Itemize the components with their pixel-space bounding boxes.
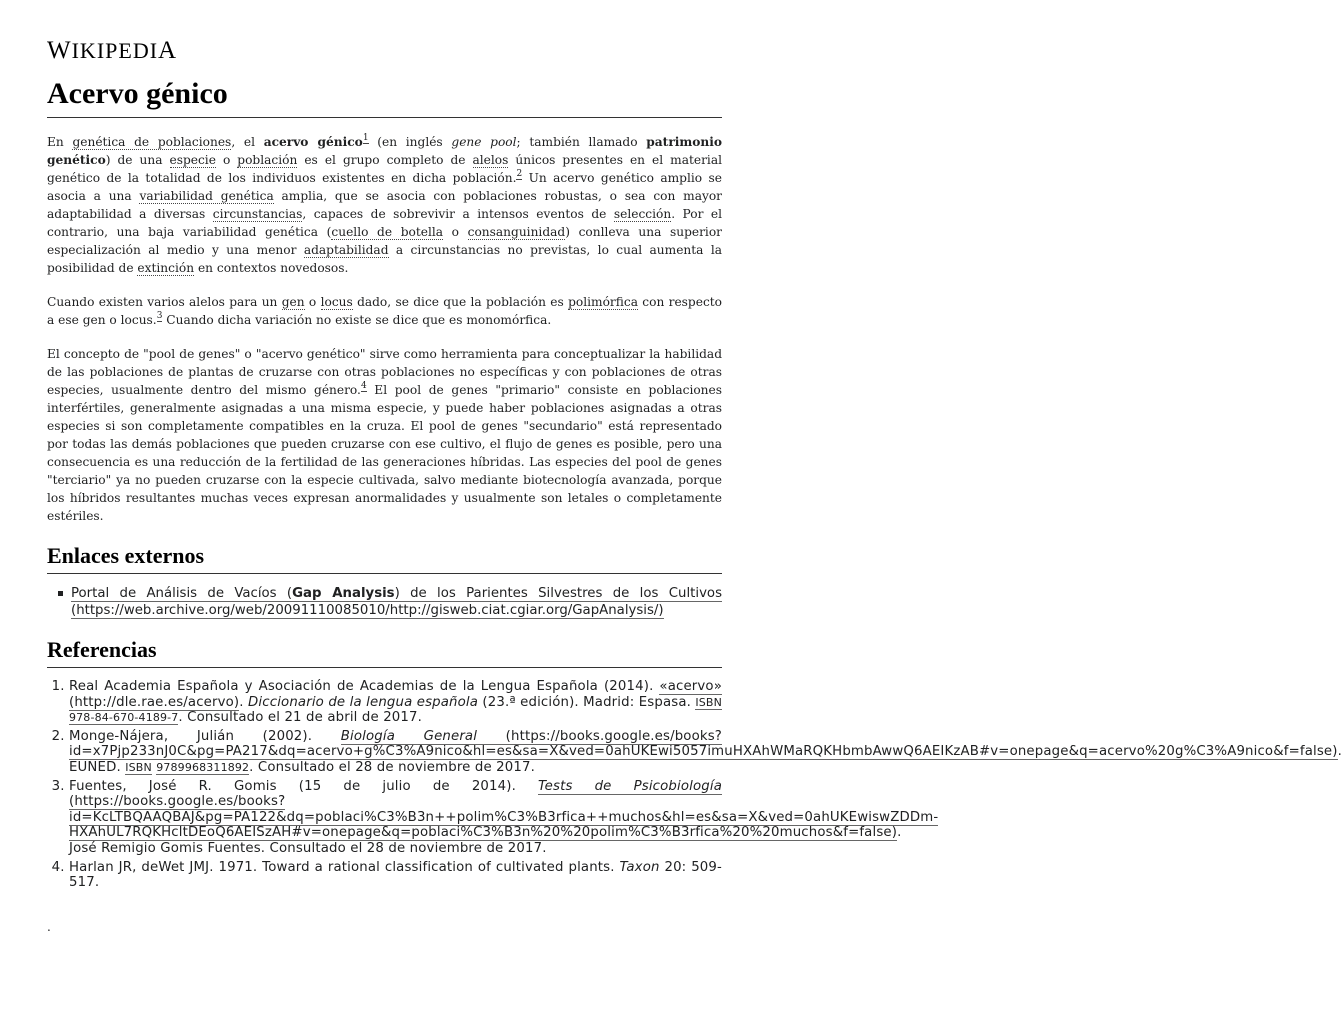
inline-link[interactable]: cuello de botella [331, 225, 444, 239]
inline-link[interactable]: adaptabilidad [303, 243, 389, 257]
bold-term: patrimonio genético [47, 135, 723, 167]
text-run: Real Academia Española y Asociación de Academias de la Lengua Española (2014). [69, 679, 660, 694]
external-link-item[interactable] [71, 585, 722, 619]
text-run: Fuentes, José R. Gomis (15 de julio de 2014). [69, 778, 539, 794]
text-run: (23.ª edición). Madrid: Espasa. [478, 694, 696, 710]
inline-link[interactable]: gen [281, 295, 305, 309]
page-title: Acervo génico [47, 76, 722, 118]
text-run: El pool de genes "primario" consiste en poblaciones interfértiles, generalmente asignadas a una misma especie, y puede haber poblaciones asignadas a otras especies si son completamente compatibles en la cruza. El pool de genes "secundario" está representado por todas las demás poblaciones que pueden cruzarse con ese cultivo, el flujo de genes es posible, pero una consecuencia es una reducción de la fertilidad de las generaciones híbridas. Las especies del pool de genes "terciario" ya no pueden cruzarse con la especie cultivada, salvo mediante biotecnología avanzada, porque los híbridos resultantes muchas veces expresan anormalidades y usualmente son letales o completamente estériles. [47, 383, 722, 523]
text-run: El concepto de "pool de genes" o "acervo genético" sirve como herramienta para conceptualizar la habilidad de las poblaciones de plantas de cruzarse con otras poblaciones no específicas y con poblaciones de otras especies, usualmente dentro del mismo género. [47, 347, 722, 397]
isbn-link[interactable]: ISBN [695, 695, 722, 709]
external-link[interactable]: (https://books.google.es/books?id=x7Pjp233nJ0C&pg=PA217&dq=acervo+g%C3%A9nico&hl=es&sa=X&ved=0ahUKEwi5057imuHXAhWMaRQKHbmbAwwQ6AEIKzAB#v=onepage&q=acervo%20g%C3%A9nico&f=false) [69, 728, 1338, 760]
external-link-bold[interactable]: Gap Analysis [292, 586, 395, 601]
external-links-list [47, 585, 722, 619]
citation-link[interactable]: 1 [362, 133, 369, 143]
text-run: ; también llamado [516, 135, 647, 149]
wikipedia-wordmark[interactable] [47, 38, 722, 64]
text-run: . Consultado el 28 de noviembre de 2017. [249, 759, 535, 775]
isbn-link[interactable]: 978-84-670-4189-7 [69, 711, 179, 725]
text-run: Un acervo genético amplio se asocia a una [47, 171, 722, 203]
reference-title-link[interactable]: Tests de Psicobiología [538, 778, 722, 794]
external-link[interactable]: Portal de Análisis de Vacíos ( [71, 586, 293, 601]
reference-item-3 [69, 778, 939, 857]
text-run: en contextos novedosos. [194, 261, 349, 275]
text-run: . Consultado el 21 de abril de 2017. [178, 710, 423, 726]
references-list [47, 679, 1342, 891]
wordmark-final: A [158, 37, 178, 64]
text-run: Cuando existen varios alelos para un [47, 295, 282, 309]
inline-link[interactable]: polimórfica [568, 295, 638, 309]
text-run: dado, se dice que la población es [352, 295, 569, 309]
isbn-link[interactable]: ISBN [125, 760, 152, 774]
external-link[interactable]: (https://books.google.es/books?id=KcLTBQAAQBAJ&pg=PA122&dq=poblaci%C3%B3n++polim%C3%B3rfica++muchos&hl=es&sa=X&ved=0ahUKEwiswZDDm-HXAhUL7RQKHcltDEoQ6AEISzAH#v=onepage&q=poblaci%C3%B3n%20%20polim%C3%B3rfica%20%20muchos&f=false) [69, 794, 939, 841]
external-link[interactable]: ) de los Parientes Silvestres de los Cultivos (https://web.archive.org/web/20091110085010/http://gisweb.ciat.cgiar.org/GapAnalysis/) [71, 586, 722, 618]
footer-mark: . [47, 920, 51, 934]
text-run: Cuando dicha variación no existe se dice que es monomórfica. [162, 313, 552, 327]
isbn-link[interactable]: 9789968311892 [156, 760, 250, 774]
citation-link[interactable]: 3 [156, 311, 163, 321]
text-run: únicos presentes en el material genético de la totalidad de los individuos existentes en dicha población. [47, 153, 722, 185]
citation-link[interactable]: 4 [360, 381, 367, 391]
inline-link[interactable]: alelos [472, 153, 509, 167]
text-run: . José Remigio Gomis Fuentes. Consultado el 28 de noviembre de 2017. [69, 825, 902, 856]
text-run: ) de una [105, 153, 170, 167]
text-run: a circunstancias no previstas, lo cual aumenta la posibilidad de [47, 243, 722, 275]
text-run: . Por el contrario, una baja variabilidad genética ( [47, 207, 723, 239]
text-run: Monge-Nájera, Julián (2002). [69, 728, 341, 744]
article-page [47, 37, 1342, 894]
reference-item-4 [69, 860, 722, 891]
text-run: En [47, 135, 73, 149]
text-run: ) conlleva una superior especialización al medio y una menor [47, 225, 722, 257]
reference-item-1 [69, 679, 722, 726]
reference-title-link[interactable]: Biología General [340, 728, 478, 744]
inline-link[interactable]: especie [169, 153, 216, 167]
paragraph-intro [47, 133, 722, 277]
text-run: o [215, 153, 238, 167]
section-heading-external-links: Enlaces externos [47, 542, 722, 574]
text-run: , el [231, 135, 264, 149]
inline-link[interactable]: circunstancias [212, 207, 303, 221]
italic-text: Taxon [619, 859, 660, 875]
paragraph-polymorphism [47, 293, 722, 329]
italic-text: Diccionario de la lengua española [248, 694, 479, 710]
text-run: o [304, 295, 321, 309]
wordmark-initial: W [47, 37, 72, 64]
inline-link[interactable]: genética de poblaciones [72, 135, 232, 149]
text-run: (en inglés [368, 135, 452, 149]
inline-link[interactable]: población [237, 153, 298, 167]
text-run: , capaces de sobrevivir a intensos eventos de [302, 207, 614, 221]
text-run: . EUNED. [69, 744, 1342, 775]
section-heading-references: Referencias [47, 636, 722, 668]
text-run: es el grupo completo de [297, 153, 473, 167]
wordmark-middle: IKIPEDI [71, 38, 159, 63]
inline-link[interactable]: locus [320, 295, 353, 309]
italic-text: gene pool [451, 135, 517, 149]
reference-item-2 [69, 728, 1342, 776]
text-run: amplia, que se asocia con poblaciones robustas, o sea con mayor adaptabilidad a diversas [47, 189, 723, 221]
bold-term: acervo génico [263, 135, 363, 149]
citation-link[interactable]: 2 [516, 169, 523, 179]
inline-link[interactable]: extinción [137, 261, 195, 275]
text-run: o [443, 225, 468, 239]
external-link[interactable]: «acervo» (http://dle.rae.es/acervo) [69, 679, 722, 710]
inline-link[interactable]: consanguinidad [467, 225, 566, 239]
text-run: con respecto a ese gen o locus. [47, 295, 722, 327]
inline-link[interactable]: selección [613, 207, 672, 221]
inline-link[interactable]: variabilidad genética [139, 189, 274, 203]
text-run: . [239, 694, 249, 710]
text-run: 20: 509-517. [69, 859, 722, 891]
text-run: Harlan JR, deWet JMJ. 1971. Toward a rational classification of cultivated plants. [69, 859, 620, 875]
paragraph-gene-pool-concept [47, 345, 722, 525]
